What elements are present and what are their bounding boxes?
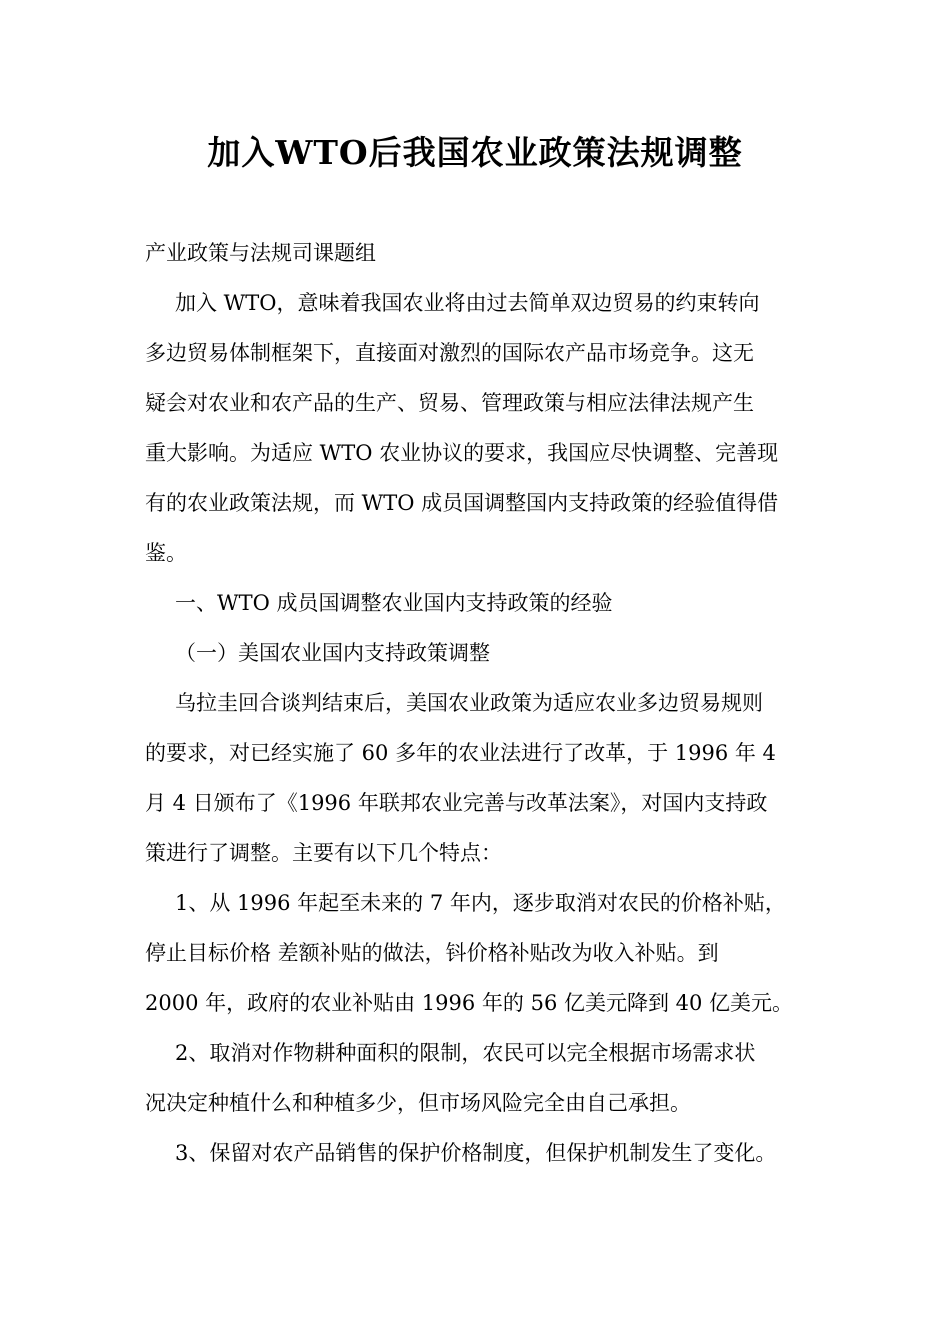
author-line: 产业政策与法规司课题组 <box>145 241 376 265</box>
text-line: 月 4 日颁布了《1996 年联邦农业完善与改革法案》，对国内支持政 <box>145 791 768 815</box>
section-heading: 一、WTO 成员国调整农业国内支持政策的经验 <box>175 591 613 615</box>
text-line: 况决定种植什么和种植多少，但市场风险完全由自己承担。 <box>145 1091 691 1115</box>
text-line: 策进行了调整。主要有以下几个特点： <box>145 841 502 865</box>
text-line: 多边贸易体制框架下，直接面对激烈的国际农产品市场竞争。这无 <box>145 341 754 365</box>
text-line: 有的农业政策法规，而 WTO 成员国调整国内支持政策的经验值得借 <box>145 491 779 515</box>
subsection-heading: （一）美国农业国内支持政策调整 <box>175 641 490 665</box>
text-line: 的要求，对已经实施了 60 多年的农业法进行了改革，于 1996 年 4 <box>145 741 776 765</box>
document-title: 加入WTO后我国农业政策法规调整 <box>207 133 743 172</box>
document-body <box>145 228 815 1178</box>
text-line: 加入 WTO，意味着我国农业将由过去简单双边贸易的约束转向 <box>175 291 760 315</box>
text-line: 2000 年，政府的农业补贴由 1996 年的 56 亿美元降到 40 亿美元。 <box>145 991 794 1015</box>
text-line: 重大影响。为适应 WTO 农业协议的要求，我国应尽快调整、完善现 <box>145 441 779 465</box>
list-item: 1、从 1996 年起至未来的 7 年内，逐步取消对农民的价格补贴， <box>175 891 786 915</box>
text-line: 鉴。 <box>145 541 187 565</box>
list-item: 3、保留对农产品销售的保护价格制度，但保护机制发生了变化。 <box>175 1141 777 1165</box>
text-line: 乌拉圭回合谈判结束后，美国农业政策为适应农业多边贸易规则 <box>175 691 763 715</box>
text-line: 停止目标价格 差额补贴的做法，钭价格补贴改为收入补贴。到 <box>145 941 719 965</box>
list-item: 2、取消对作物耕种面积的限制，农民可以完全根据市场需求状 <box>175 1041 756 1065</box>
text-line: 疑会对农业和农产品的生产、贸易、管理政策与相应法律法规产生 <box>145 391 754 415</box>
